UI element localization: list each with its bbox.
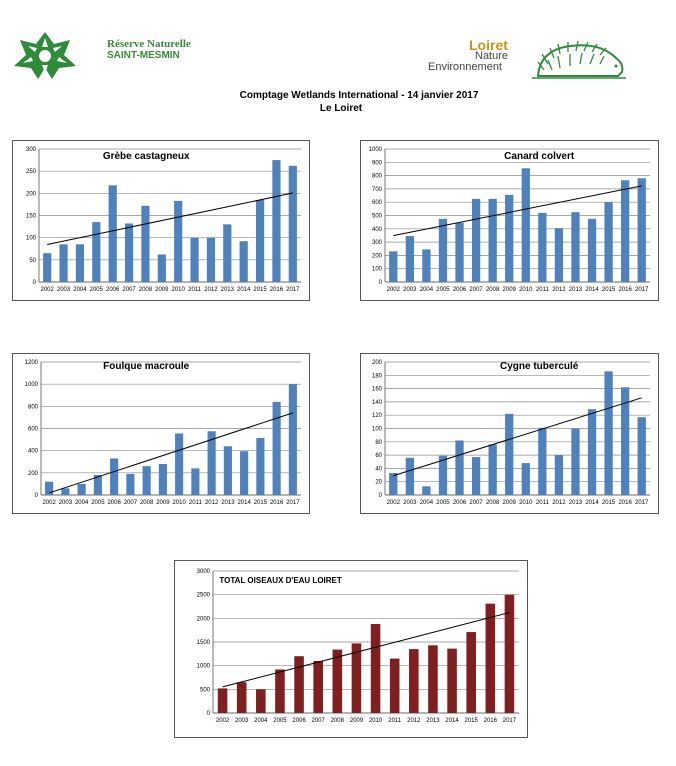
y-tick-label: 700 <box>371 186 382 193</box>
bar <box>455 440 463 495</box>
x-tick-label: 2013 <box>568 287 583 293</box>
x-tick-label: 2012 <box>204 287 218 293</box>
x-tick-label: 2004 <box>419 500 434 506</box>
bar <box>371 624 381 713</box>
x-tick-label: 2009 <box>349 718 364 724</box>
x-tick-label: 2017 <box>635 287 649 293</box>
bar <box>604 202 612 282</box>
x-tick-label: 2015 <box>253 500 268 506</box>
bar <box>522 168 530 282</box>
x-tick-label: 2013 <box>221 500 235 506</box>
x-tick-label: 2007 <box>123 500 138 506</box>
chart-title: Grèbe castagneux <box>102 151 190 162</box>
bar <box>294 656 304 713</box>
x-tick-label: 2016 <box>269 500 284 506</box>
x-tick-label: 2007 <box>311 718 325 724</box>
x-tick-label: 2012 <box>407 718 421 724</box>
x-tick-label: 2013 <box>568 500 583 506</box>
chart-canard-colvert <box>360 140 659 301</box>
y-tick-label: 1000 <box>196 663 210 670</box>
y-tick-label: 1000 <box>24 382 38 389</box>
reserve-naturelle-name <box>107 39 191 61</box>
bar <box>489 199 497 282</box>
x-tick-label: 2016 <box>483 718 497 724</box>
y-tick-label: 180 <box>371 373 382 380</box>
bar <box>289 166 297 282</box>
x-tick-label: 2011 <box>388 718 402 724</box>
bar <box>126 474 134 495</box>
bar <box>110 458 118 495</box>
bar <box>486 604 496 713</box>
bar <box>352 643 362 713</box>
bar <box>273 402 281 495</box>
bar <box>218 688 228 713</box>
bar <box>406 458 414 495</box>
y-tick-label: 200 <box>25 191 36 198</box>
y-tick-label: 150 <box>25 213 36 220</box>
chart-title: TOTAL OISEAUX D'EAU LOIRET <box>219 576 342 585</box>
bar <box>109 185 117 282</box>
y-tick-label: 200 <box>371 253 382 260</box>
bar <box>159 464 167 495</box>
chart-total-oiseaux <box>174 560 528 738</box>
x-tick-label: 2003 <box>58 500 73 506</box>
x-tick-label: 2010 <box>172 500 186 506</box>
bar <box>289 384 297 495</box>
bar <box>505 195 513 282</box>
x-tick-label: 2002 <box>386 500 400 506</box>
x-tick-label: 2015 <box>464 718 478 724</box>
bar <box>256 689 266 713</box>
bar <box>472 457 480 495</box>
bar <box>522 463 530 495</box>
chart-svg <box>13 354 309 513</box>
bar <box>174 201 182 282</box>
loiret-logo-line2: Nature <box>475 50 509 62</box>
x-tick-label: 2017 <box>635 500 649 506</box>
bar <box>223 224 231 282</box>
chart-cygne-tubercule <box>360 353 659 514</box>
chart-title: Cygne tuberculé <box>500 361 579 372</box>
bar <box>406 236 414 282</box>
x-tick-label: 2007 <box>469 287 483 293</box>
x-tick-label: 2014 <box>585 287 599 293</box>
x-tick-label: 2007 <box>469 500 483 506</box>
bar <box>638 417 646 495</box>
chart-grebe-castagneux <box>12 140 310 301</box>
y-tick-label: 600 <box>27 426 38 433</box>
y-tick-label: 2000 <box>196 616 210 623</box>
y-tick-label: 400 <box>27 448 38 455</box>
x-tick-label: 2011 <box>535 287 549 293</box>
x-tick-label: 2014 <box>237 500 251 506</box>
bar <box>472 199 480 282</box>
bar <box>555 455 563 495</box>
bar <box>43 253 51 282</box>
x-tick-label: 2017 <box>286 500 300 506</box>
y-tick-label: 50 <box>29 257 36 264</box>
x-tick-label: 2005 <box>436 287 450 293</box>
x-tick-label: 2006 <box>452 287 467 293</box>
bar <box>489 444 497 495</box>
x-tick-label: 2015 <box>601 500 616 506</box>
y-tick-label: 1000 <box>368 147 382 153</box>
x-tick-label: 2004 <box>74 500 89 506</box>
bar <box>638 178 646 282</box>
bar <box>191 468 199 495</box>
reserve-naturelle-logo <box>12 30 242 80</box>
bar <box>466 632 476 713</box>
chart-svg <box>361 354 658 513</box>
bar <box>125 223 133 282</box>
y-tick-label: 20 <box>375 479 382 486</box>
bar <box>389 473 397 495</box>
chart-foulque-macroule <box>12 353 310 514</box>
y-tick-label: 160 <box>371 386 382 393</box>
x-tick-label: 2012 <box>204 500 219 506</box>
bar <box>439 219 447 282</box>
x-tick-label: 2012 <box>552 500 566 506</box>
document-heading <box>0 89 676 115</box>
bar <box>78 484 86 495</box>
y-tick-label: 300 <box>25 147 36 153</box>
reserve-naturelle-line1: Réserve Naturelle <box>107 38 191 50</box>
x-tick-label: 2004 <box>254 718 268 724</box>
y-tick-label: 60 <box>375 453 382 460</box>
x-tick-label: 2005 <box>273 718 287 724</box>
y-tick-label: 250 <box>25 169 36 176</box>
bar <box>333 650 343 713</box>
bar <box>428 645 438 713</box>
loiret-logo-line1: Loiret <box>469 37 508 53</box>
x-tick-label: 2013 <box>426 718 440 724</box>
chart-svg <box>361 141 658 300</box>
x-tick-label: 2005 <box>91 500 105 506</box>
x-tick-label: 2015 <box>253 287 267 293</box>
bar <box>409 649 419 713</box>
bar <box>256 200 264 282</box>
bar <box>141 206 149 282</box>
y-tick-label: 40 <box>375 466 382 473</box>
bar <box>555 228 563 282</box>
star-leaf-logo-icon <box>12 30 78 80</box>
bar <box>588 409 596 495</box>
bar <box>256 438 264 495</box>
x-tick-label: 2006 <box>292 718 306 724</box>
bar <box>61 488 69 495</box>
x-tick-label: 2016 <box>618 287 632 293</box>
x-tick-label: 2008 <box>139 500 154 506</box>
chart-svg <box>13 141 309 300</box>
x-tick-label: 2004 <box>419 287 434 293</box>
x-tick-label: 2010 <box>519 500 533 506</box>
x-tick-label: 2002 <box>40 287 54 293</box>
x-tick-label: 2009 <box>502 500 516 506</box>
bar <box>389 251 397 282</box>
y-tick-label: 1500 <box>196 640 210 646</box>
y-tick-label: 2500 <box>196 592 210 599</box>
bar <box>604 371 612 495</box>
x-tick-label: 2002 <box>215 718 230 724</box>
bar <box>240 241 248 282</box>
bar <box>571 429 579 496</box>
y-tick-label: 200 <box>371 360 382 366</box>
y-tick-label: 500 <box>371 213 382 220</box>
x-tick-label: 2011 <box>535 500 549 506</box>
y-tick-label: 0 <box>378 493 382 499</box>
bar <box>422 249 430 282</box>
bar <box>76 244 84 282</box>
y-tick-label: 100 <box>371 426 382 433</box>
y-tick-label: 140 <box>371 399 382 406</box>
bar <box>621 180 629 282</box>
x-tick-label: 2007 <box>122 287 136 293</box>
loiret-nature-environnement-logo <box>425 37 635 85</box>
x-tick-label: 2002 <box>386 287 400 293</box>
bar <box>175 433 183 495</box>
y-tick-label: 1200 <box>24 360 38 366</box>
y-tick-label: 0 <box>34 493 38 499</box>
y-tick-label: 100 <box>25 235 36 242</box>
y-tick-label: 0 <box>378 280 382 286</box>
x-tick-label: 2004 <box>73 287 87 293</box>
y-tick-label: 100 <box>371 266 382 273</box>
bar <box>207 238 215 282</box>
y-tick-label: 600 <box>371 200 382 207</box>
x-tick-label: 2003 <box>235 718 249 724</box>
bar <box>588 219 596 282</box>
x-tick-label: 2014 <box>585 500 599 506</box>
x-tick-label: 2006 <box>452 500 467 506</box>
x-tick-label: 2008 <box>138 287 153 293</box>
x-tick-label: 2002 <box>42 500 56 506</box>
bar <box>390 659 400 713</box>
x-tick-label: 2016 <box>269 287 284 293</box>
x-tick-label: 2010 <box>519 287 533 293</box>
bar <box>237 682 247 713</box>
x-tick-label: 2003 <box>403 500 417 506</box>
y-tick-label: 3000 <box>196 569 210 575</box>
x-tick-label: 2012 <box>552 287 566 293</box>
y-tick-label: 120 <box>371 413 382 420</box>
x-tick-label: 2017 <box>502 718 517 724</box>
y-tick-label: 800 <box>371 173 382 180</box>
x-tick-label: 2016 <box>618 500 632 506</box>
x-tick-label: 2008 <box>485 287 500 293</box>
x-tick-label: 2006 <box>107 500 121 506</box>
x-tick-label: 2015 <box>601 287 616 293</box>
bar <box>59 244 67 282</box>
bar <box>447 649 457 713</box>
y-tick-label: 900 <box>371 160 382 167</box>
bar <box>571 212 579 282</box>
bar <box>272 160 280 282</box>
page-subtitle: Le Loiret <box>319 103 363 114</box>
chart-svg <box>175 561 527 737</box>
y-tick-label: 400 <box>371 226 382 233</box>
bar <box>143 466 151 495</box>
bar <box>505 414 513 495</box>
chart-title: Canard colvert <box>504 151 575 162</box>
x-tick-label: 2014 <box>445 718 459 724</box>
loiret-logo-text <box>425 37 509 73</box>
bar <box>45 482 53 495</box>
x-tick-label: 2005 <box>89 287 103 293</box>
x-tick-label: 2006 <box>106 287 120 293</box>
bar <box>158 255 166 282</box>
bar <box>439 456 447 495</box>
bar <box>92 222 100 282</box>
y-tick-label: 0 <box>32 280 36 286</box>
y-tick-label: 0 <box>206 711 210 717</box>
y-tick-label: 500 <box>199 687 210 694</box>
x-tick-label: 2010 <box>368 718 383 724</box>
x-tick-label: 2009 <box>155 287 169 293</box>
bar <box>224 446 232 495</box>
hedgehog-logo-icon <box>530 40 630 82</box>
bar <box>240 451 248 495</box>
y-tick-label: 200 <box>27 470 38 477</box>
x-tick-label: 2009 <box>156 500 170 506</box>
loiret-logo-line3: Environnement <box>428 61 502 73</box>
bar <box>538 428 546 495</box>
x-tick-label: 2008 <box>485 500 500 506</box>
x-tick-label: 2003 <box>56 287 71 293</box>
bar <box>505 595 515 713</box>
page-title: Comptage Wetlands International - 14 janvier 2017 <box>239 90 479 101</box>
x-tick-label: 2009 <box>502 287 516 293</box>
y-tick-label: 800 <box>27 404 38 411</box>
bar <box>455 223 463 282</box>
x-tick-label: 2017 <box>286 287 300 293</box>
x-tick-label: 2008 <box>330 718 344 724</box>
bar <box>422 486 430 495</box>
bar <box>538 213 546 282</box>
y-tick-label: 300 <box>371 240 382 247</box>
x-tick-label: 2011 <box>188 500 202 506</box>
x-tick-label: 2003 <box>403 287 417 293</box>
bar <box>275 669 285 713</box>
bar <box>190 238 198 282</box>
x-tick-label: 2005 <box>436 500 450 506</box>
x-tick-label: 2010 <box>171 287 185 293</box>
y-tick-label: 80 <box>375 439 382 446</box>
x-tick-label: 2014 <box>237 287 251 293</box>
reserve-naturelle-line2: SAINT-MESMIN <box>107 50 180 61</box>
x-tick-label: 2011 <box>188 287 202 293</box>
chart-title: Foulque macroule <box>103 361 190 372</box>
x-tick-label: 2013 <box>220 287 234 293</box>
bar <box>313 661 323 713</box>
